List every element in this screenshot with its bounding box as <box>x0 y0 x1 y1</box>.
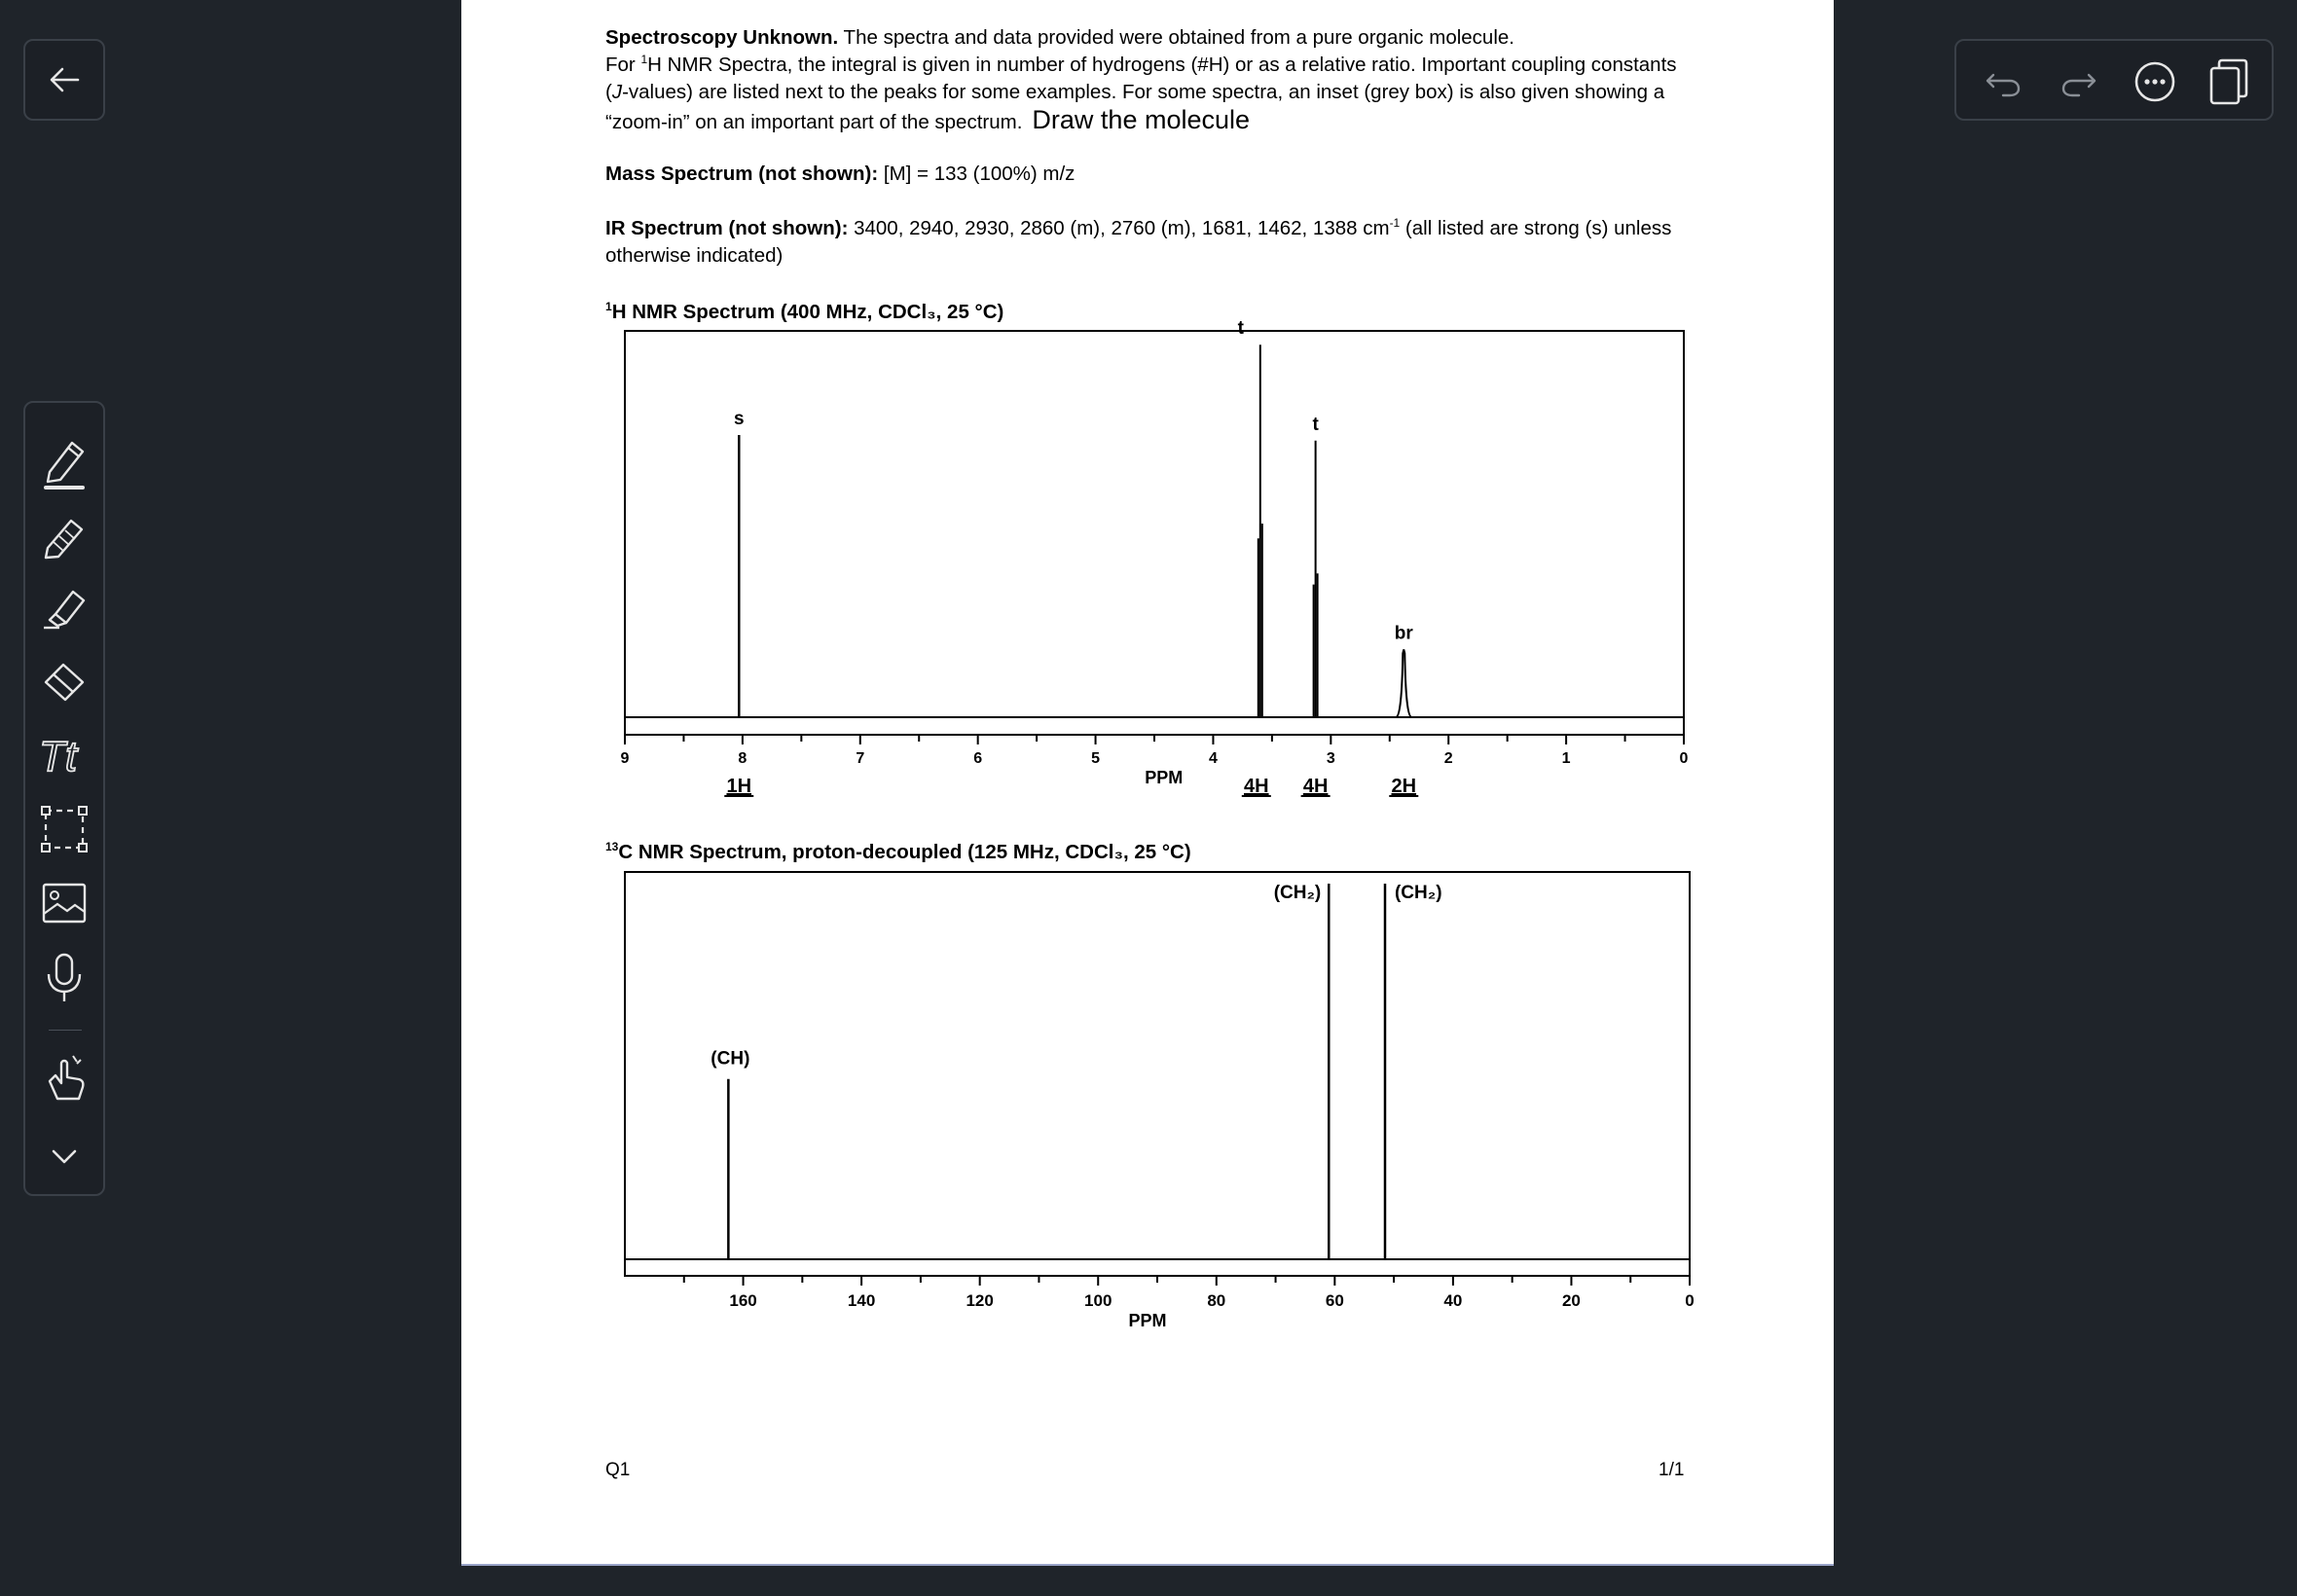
document-page <box>461 0 1834 1564</box>
c-nmr-peak-label: (CH₂) <box>1394 883 1442 903</box>
redo-button[interactable] <box>2048 51 2110 113</box>
pencil-icon <box>40 511 89 560</box>
h-nmr-integral: 4H <box>1244 776 1269 797</box>
h-nmr-integral: 2H <box>1391 776 1417 797</box>
arrow-left-icon <box>45 60 84 99</box>
intro-line-2: For $^1$H NMR Spectra, the integral is given in number of hydrogens (#H) or as a relative ratio. Important coupling constants <box>605 53 1677 76</box>
hand-tool-button[interactable] <box>25 1047 103 1109</box>
pencil-tool-button[interactable] <box>25 504 103 566</box>
c-nmr-tick-label: 100 <box>1084 1291 1112 1310</box>
intro-line-3: (J-values) are listed next to the peaks for some examples. For some spectra, an inset (grey box) is also given showing a <box>605 81 1665 103</box>
pages-button[interactable] <box>2198 51 2260 113</box>
text-tool-button[interactable] <box>25 724 103 786</box>
microphone-icon <box>40 951 89 1003</box>
c-nmr-tick-label: 160 <box>729 1291 757 1310</box>
c-nmr-tick-label: 140 <box>847 1291 876 1310</box>
eraser-icon <box>40 657 89 706</box>
redo-icon <box>2060 62 2098 101</box>
back-button[interactable] <box>23 39 105 121</box>
image-icon <box>40 879 89 927</box>
lasso-select-tool-button[interactable] <box>25 798 103 860</box>
c-nmr-tick-label: 80 <box>1207 1291 1226 1310</box>
microphone-tool-button[interactable] <box>25 946 103 1008</box>
footer-page-number: 1/1 <box>1659 1460 1685 1480</box>
h-nmr-peak-label: s <box>733 409 745 429</box>
toolbar-divider <box>49 1030 82 1031</box>
highlighter-icon <box>40 583 89 632</box>
h-nmr-peak <box>1396 649 1411 717</box>
intro-line-1: Spectroscopy Unknown. The spectra and data provided were obtained from a pure organic molecule. <box>605 26 1514 49</box>
c-nmr-tick-label: 40 <box>1443 1291 1463 1310</box>
highlighter-tool-button[interactable] <box>25 576 103 638</box>
pen-icon <box>40 433 89 493</box>
h-nmr-chart <box>461 321 1834 808</box>
h-nmr-tick-label: 4 <box>1208 750 1218 767</box>
h-nmr-tick-label: 0 <box>1679 750 1689 767</box>
h-nmr-tick-label: 3 <box>1326 750 1335 767</box>
h-nmr-tick-label: 7 <box>856 750 865 767</box>
c-nmr-tick-label: 0 <box>1685 1291 1695 1310</box>
lasso-select-icon <box>40 805 89 853</box>
h-nmr-frame <box>625 331 1684 735</box>
ir-spectrum-line-2: otherwise indicated) <box>605 244 784 267</box>
undo-button[interactable] <box>1972 51 2034 113</box>
c-nmr-tick-label: 20 <box>1561 1291 1581 1310</box>
drawing-toolbar <box>23 401 105 1196</box>
h-nmr-x-label: PPM <box>1145 768 1184 787</box>
c-nmr-chart <box>461 862 1834 1349</box>
hand-pointer-icon <box>40 1052 89 1105</box>
h-nmr-integral: 4H <box>1302 776 1329 797</box>
c-nmr-x-label: PPM <box>1128 1311 1167 1330</box>
page-edge <box>461 1564 1834 1566</box>
image-tool-button[interactable] <box>25 872 103 934</box>
more-options-button[interactable] <box>2124 51 2186 113</box>
undo-icon <box>1984 62 2023 101</box>
h-nmr-tick-label: 9 <box>620 750 630 767</box>
h-nmr-tick-label: 8 <box>738 750 747 767</box>
c-nmr-peak-label: (CH) <box>711 1048 750 1070</box>
h-nmr-tick-label: 2 <box>1443 750 1453 767</box>
footer-question-label: Q1 <box>605 1460 631 1480</box>
eraser-tool-button[interactable] <box>25 650 103 712</box>
h-nmr-tick-label: 6 <box>973 750 983 767</box>
h-nmr-peak-label: t <box>1312 414 1319 435</box>
intro-line-4: “zoom-in” on an important part of the spectrum. Draw the molecule <box>605 105 1251 134</box>
svg-text:Tt: Tt <box>39 733 78 780</box>
more-icon <box>2132 58 2178 105</box>
h-nmr-title: $^1$H NMR Spectrum (400 MHz, CDCl₃, 25 °C) <box>605 300 1004 323</box>
h-nmr-tick-label: 1 <box>1561 750 1571 767</box>
mass-spectrum-line: Mass Spectrum (not shown): [M] = 133 (100%) m/z <box>605 163 1076 185</box>
text-tool-icon <box>37 728 91 782</box>
top-actions-bar <box>1954 39 2274 121</box>
c-nmr-frame <box>625 872 1690 1276</box>
expand-toolbar-button[interactable] <box>25 1125 103 1187</box>
pen-tool-button[interactable] <box>25 432 103 494</box>
chevron-down-icon <box>45 1137 84 1176</box>
h-nmr-tick-label: 5 <box>1091 750 1101 767</box>
handwritten-note: Draw the molecule <box>1032 105 1251 134</box>
h-nmr-peak-label: t <box>1237 321 1244 340</box>
ir-spectrum-line-1: IR Spectrum (not shown): 3400, 2940, 2930, 2860 (m), 2760 (m), 1681, 1462, 1388 $cm^{-1}$ (all listed are strong (s) unless <box>605 216 1672 239</box>
c-nmr-tick-label: 60 <box>1325 1291 1344 1310</box>
h-nmr-integral: 1H <box>726 776 752 797</box>
c-nmr-tick-label: 120 <box>966 1291 994 1310</box>
pages-icon <box>2206 56 2252 107</box>
c-nmr-peak-label: (CH₂) <box>1273 883 1322 903</box>
c-nmr-title: $^{13}$C NMR Spectrum, proton-decoupled (125 MHz, CDCl₃, 25 °C) <box>605 840 1191 863</box>
h-nmr-peak-label: br <box>1394 623 1413 644</box>
